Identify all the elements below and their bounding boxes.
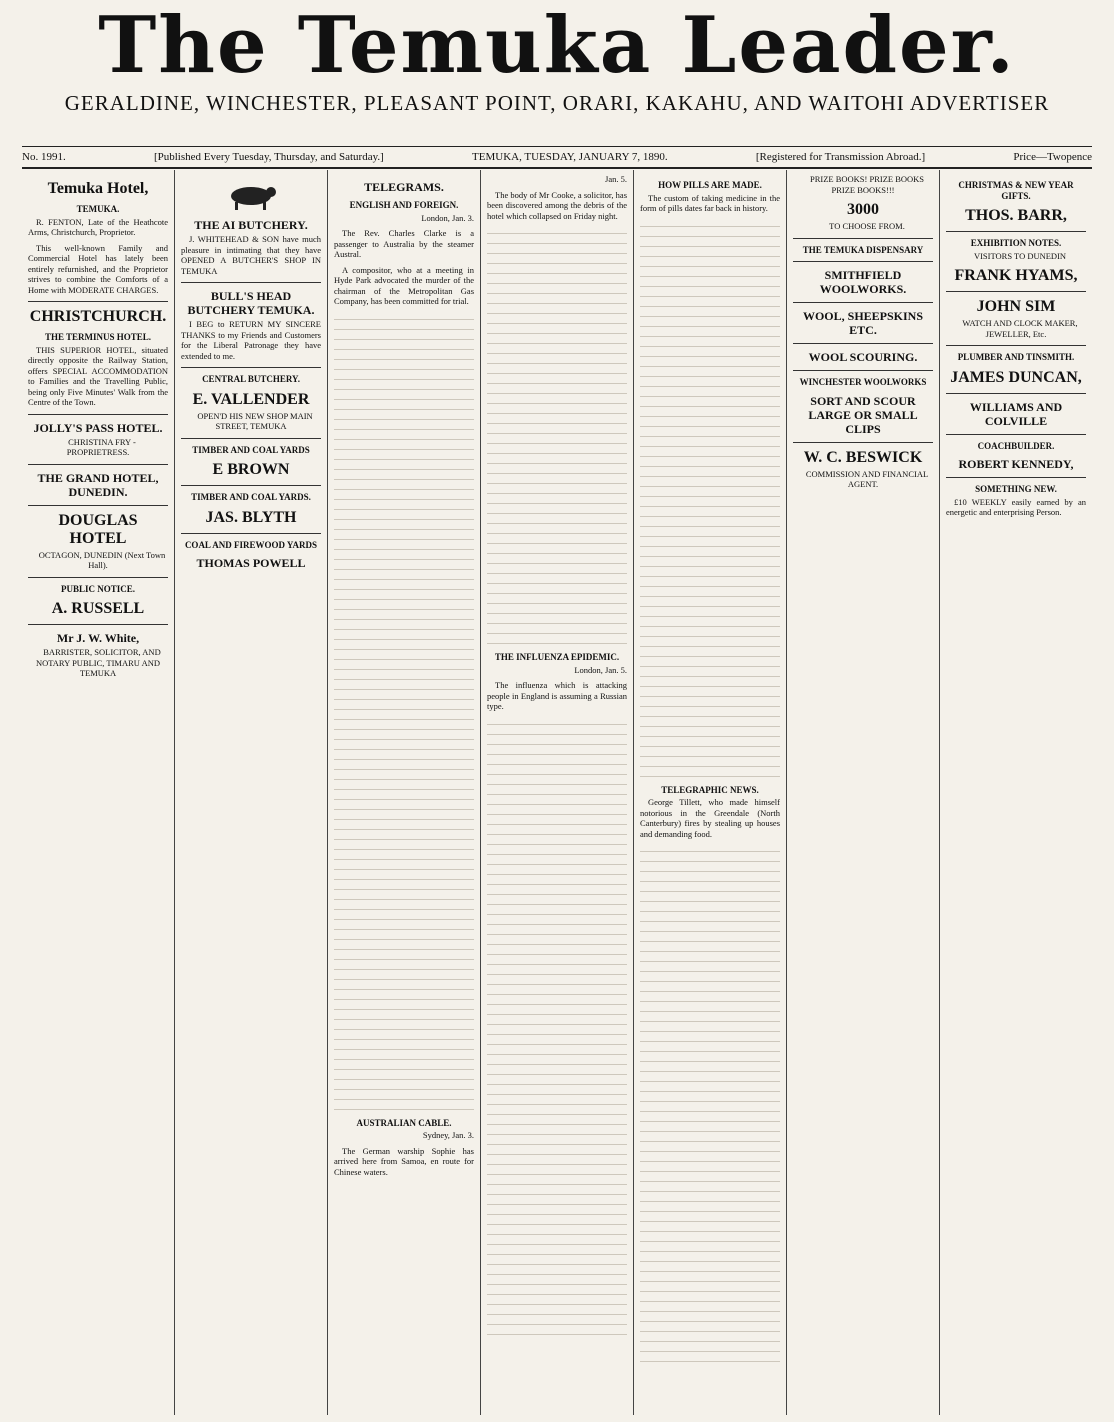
christmas-gifts-heading: CHRISTMAS & NEW YEAR GIFTS. — [958, 180, 1074, 201]
pills-heading: HOW PILLS ARE MADE. — [658, 180, 762, 190]
cable-text: The German warship Sophie has arrived here from Samoa, en route for Chinese waters. — [334, 1145, 474, 1177]
coachbuilder-heading: COACHBUILDER. — [977, 440, 1055, 451]
influenza-heading: THE INFLUENZA EPIDEMIC. — [494, 652, 620, 662]
dispensary-heading: THE TEMUKA DISPENSARY — [802, 244, 924, 255]
plumber-heading: PLUMBER AND TINSMITH. — [957, 352, 1075, 362]
cow-illustration — [221, 178, 281, 212]
jollys-pass-proprietress: CHRISTINA FRY - PROPRIETRESS. — [66, 436, 136, 457]
divider — [28, 464, 168, 465]
telegraphic-text: George Tillett, who made himself notorious in the Greendale (North Canterbury) fires by stealing up houses and demanding food. — [640, 797, 780, 839]
issue-number: No. 1991. — [22, 151, 66, 163]
sim-heading: JOHN SIM — [976, 298, 1056, 315]
christchurch-heading: CHRISTCHURCH. — [29, 308, 167, 325]
coal-firewood-heading: COAL AND FIREWOOD YARDS — [184, 539, 318, 550]
vallender-heading: E. VALLENDER — [192, 390, 310, 408]
dateline — [22, 146, 1092, 169]
divider — [28, 505, 168, 506]
column-4 — [481, 170, 634, 1415]
dateline-jan5: Jan. 5. — [605, 174, 627, 184]
visitors-text: VISITORS TO DUNEDIN — [973, 250, 1067, 261]
beswick-profession: COMMISSION AND FINANCIAL AGENT. — [805, 468, 929, 489]
divider — [793, 370, 933, 371]
publication-schedule: [Published Every Tuesday, Thursday, and Saturday.] — [153, 151, 384, 163]
temuka-hotel-text: This well-known Family and Commercial Hotel has lately been entirely refurnished, and the Proprietor strives to combine the Comforts of a Home with MODERATE CHARGES. — [28, 242, 168, 295]
dateline-london-2: London, Jan. 5. — [574, 664, 627, 675]
terminus-hotel-text: THIS SUPERIOR HOTEL, situated directly opposite the Railway Station, offers SPECIAL ACCOMMODATION to Families and the Travelling Public, being only Five Minutes' Walk from the Centre of the Town. — [28, 344, 168, 407]
divider — [793, 238, 933, 239]
blyth-heading: JAS. BLYTH — [205, 508, 297, 526]
text-body — [640, 219, 780, 779]
weekly-earnings-text: £10 WEEKLY easily earned by an energetic and enterprising Person. — [946, 496, 1086, 517]
winchester-woolworks-heading: WINCHESTER WOOLWORKS — [799, 377, 927, 387]
duncan-heading: JAMES DUNCAN, — [950, 368, 1082, 386]
english-foreign-heading: ENGLISH AND FOREIGN. — [349, 200, 459, 210]
telegraphic-news-heading: TELEGRAPHIC NEWS. — [661, 784, 759, 795]
column-2 — [175, 170, 328, 1415]
divider — [181, 533, 321, 534]
divider — [28, 577, 168, 578]
barr-heading: THOS. BARR, — [965, 207, 1067, 224]
divider — [946, 345, 1086, 346]
divider — [181, 367, 321, 368]
australian-cable-heading: AUSTRALIAN CABLE. — [356, 1117, 452, 1128]
russell-heading: A. RUSSELL — [51, 600, 145, 617]
temuka-hotel-heading: Temuka Hotel, — [47, 180, 149, 197]
telegram-text: A compositor, who at a meeting in Hyde Park advocated the murder of the chairman of the Metropolitan Gas Company, has been committed for trial. — [334, 264, 474, 306]
divider — [793, 343, 933, 344]
bulls-head-text: I BEG to RETURN MY SINCERE THANKS to my Friends and Customers for the Liberal Patronage they have extended to me. — [181, 319, 321, 361]
dateline-london: London, Jan. 3. — [421, 212, 474, 223]
smithfield-heading: SMITHFIELD WOOLWORKS. — [819, 268, 907, 296]
divider — [28, 624, 168, 625]
divider — [28, 414, 168, 415]
divider — [793, 261, 933, 262]
divider — [946, 477, 1086, 478]
bulls-head-heading: BULL'S HEAD BUTCHERY TEMUKA. — [187, 289, 315, 317]
issue-date: TEMUKA, TUESDAY, JANUARY 7, 1890. — [472, 151, 668, 163]
text-body — [334, 312, 474, 1112]
masthead — [0, 0, 1114, 120]
douglas-hotel-heading: DOUGLAS HOTEL — [58, 511, 138, 547]
divider — [946, 231, 1086, 232]
sim-profession: WATCH AND CLOCK MAKER, JEWELLER, Etc. — [962, 318, 1078, 339]
kennedy-heading: ROBERT KENNEDY, — [958, 457, 1074, 471]
powell-heading: THOMAS POWELL — [196, 556, 306, 570]
divider — [793, 302, 933, 303]
choose-from-text: TO CHOOSE FROM. — [829, 221, 905, 231]
ai-butchery-heading: THE AI BUTCHERY. — [194, 218, 308, 232]
central-butchery-heading: CENTRAL BUTCHERY. — [202, 374, 300, 384]
divider — [946, 291, 1086, 292]
registration-note: [Registered for Transmission Abroad.] — [755, 151, 926, 163]
hyams-heading: FRANK HYAMS, — [954, 267, 1078, 284]
white-profession: BARRISTER, SOLICITOR, AND NOTARY PUBLIC, TIMARU AND TEMUKA — [36, 647, 161, 678]
text-body — [640, 844, 780, 1364]
ai-butchery-text: J. WHITEHEAD & SON have much pleasure in intimating that they have OPENED A BUTCHER'S SHOP IN TEMUKA — [181, 234, 321, 276]
dateline-sydney: Sydney, Jan. 3. — [422, 1130, 474, 1140]
williams-colville-heading: WILLIAMS AND COLVILLE — [969, 399, 1063, 428]
vallender-text: OPEN'D HIS NEW SHOP MAIN STREET, TEMUKA — [197, 410, 313, 431]
temuka-hotel-subheading: TEMUKA. — [76, 204, 120, 214]
jollys-pass-heading: JOLLY'S PASS HOTEL. — [33, 420, 163, 435]
columns — [22, 170, 1092, 1415]
divider — [793, 442, 933, 443]
divider — [181, 282, 321, 283]
terminus-hotel-heading: THE TERMINUS HOTEL. — [44, 332, 152, 342]
divider — [181, 438, 321, 439]
white-heading: Mr J. W. White, — [56, 631, 140, 645]
column-5 — [634, 170, 787, 1415]
timber-coal-heading: TIMBER AND COAL YARDS — [192, 444, 310, 455]
telegram-text: The Rev. Charles Clarke is a passenger to Australia by the steamer Austral. — [334, 228, 474, 259]
prize-books-text: PRIZE BOOKS! PRIZE BOOKS PRIZE BOOKS!!! — [809, 174, 925, 195]
temuka-hotel-proprietor: R. FENTON, Late of the Heathcote Arms, Christchurch, Proprietor. — [28, 216, 168, 237]
telegrams-heading: TELEGRAMS. — [364, 180, 444, 194]
column-7 — [940, 170, 1092, 1415]
prize-count-heading: 3000 — [847, 201, 879, 218]
column-3 — [328, 170, 481, 1415]
divider — [946, 434, 1086, 435]
newspaper-subtitle: GERALDINE, WINCHESTER, PLEASANT POINT, ORARI, KAKAHU, AND WAITOHI ADVERTISER — [64, 91, 1050, 115]
pills-text: The custom of taking medicine in the form of pills dates far back in history. — [640, 192, 780, 213]
timber-coal-heading-2: TIMBER AND COAL YARDS. — [191, 492, 311, 502]
influenza-text: The influenza which is attacking people in England is assuming a Russian type. — [487, 680, 627, 711]
something-new-heading: SOMETHING NEW. — [975, 484, 1057, 494]
text-body — [487, 717, 627, 1337]
divider — [28, 301, 168, 302]
issue-price: Price—Twopence — [1013, 151, 1092, 163]
public-notice-heading: PUBLIC NOTICE. — [60, 583, 135, 594]
text-body — [487, 226, 627, 646]
beswick-heading: W. C. BESWICK — [803, 448, 923, 466]
column-6 — [787, 170, 940, 1415]
grand-hotel-heading: THE GRAND HOTEL, DUNEDIN. — [37, 470, 159, 499]
exhibition-notes-heading: EXHIBITION NOTES. — [970, 238, 1062, 248]
column-1 — [22, 170, 175, 1415]
divider — [181, 485, 321, 486]
sort-scour-heading: SORT AND SCOUR LARGE OR SMALL CLIPS — [808, 393, 918, 436]
wool-scouring-heading: WOOL SCOURING. — [808, 350, 918, 364]
newspaper-title: The Temuka Leader. — [98, 0, 1016, 91]
news-text: The body of Mr Cooke, a solicitor, has been discovered among the debris of the hotel which collapsed on Friday night. — [487, 189, 627, 221]
e-brown-heading: E BROWN — [212, 461, 290, 478]
divider — [946, 393, 1086, 394]
wool-sheepskins-heading: WOOL, SHEEPSKINS ETC. — [802, 309, 924, 337]
douglas-hotel-address: OCTAGON, DUNEDIN (Next Town Hall). — [38, 549, 166, 570]
